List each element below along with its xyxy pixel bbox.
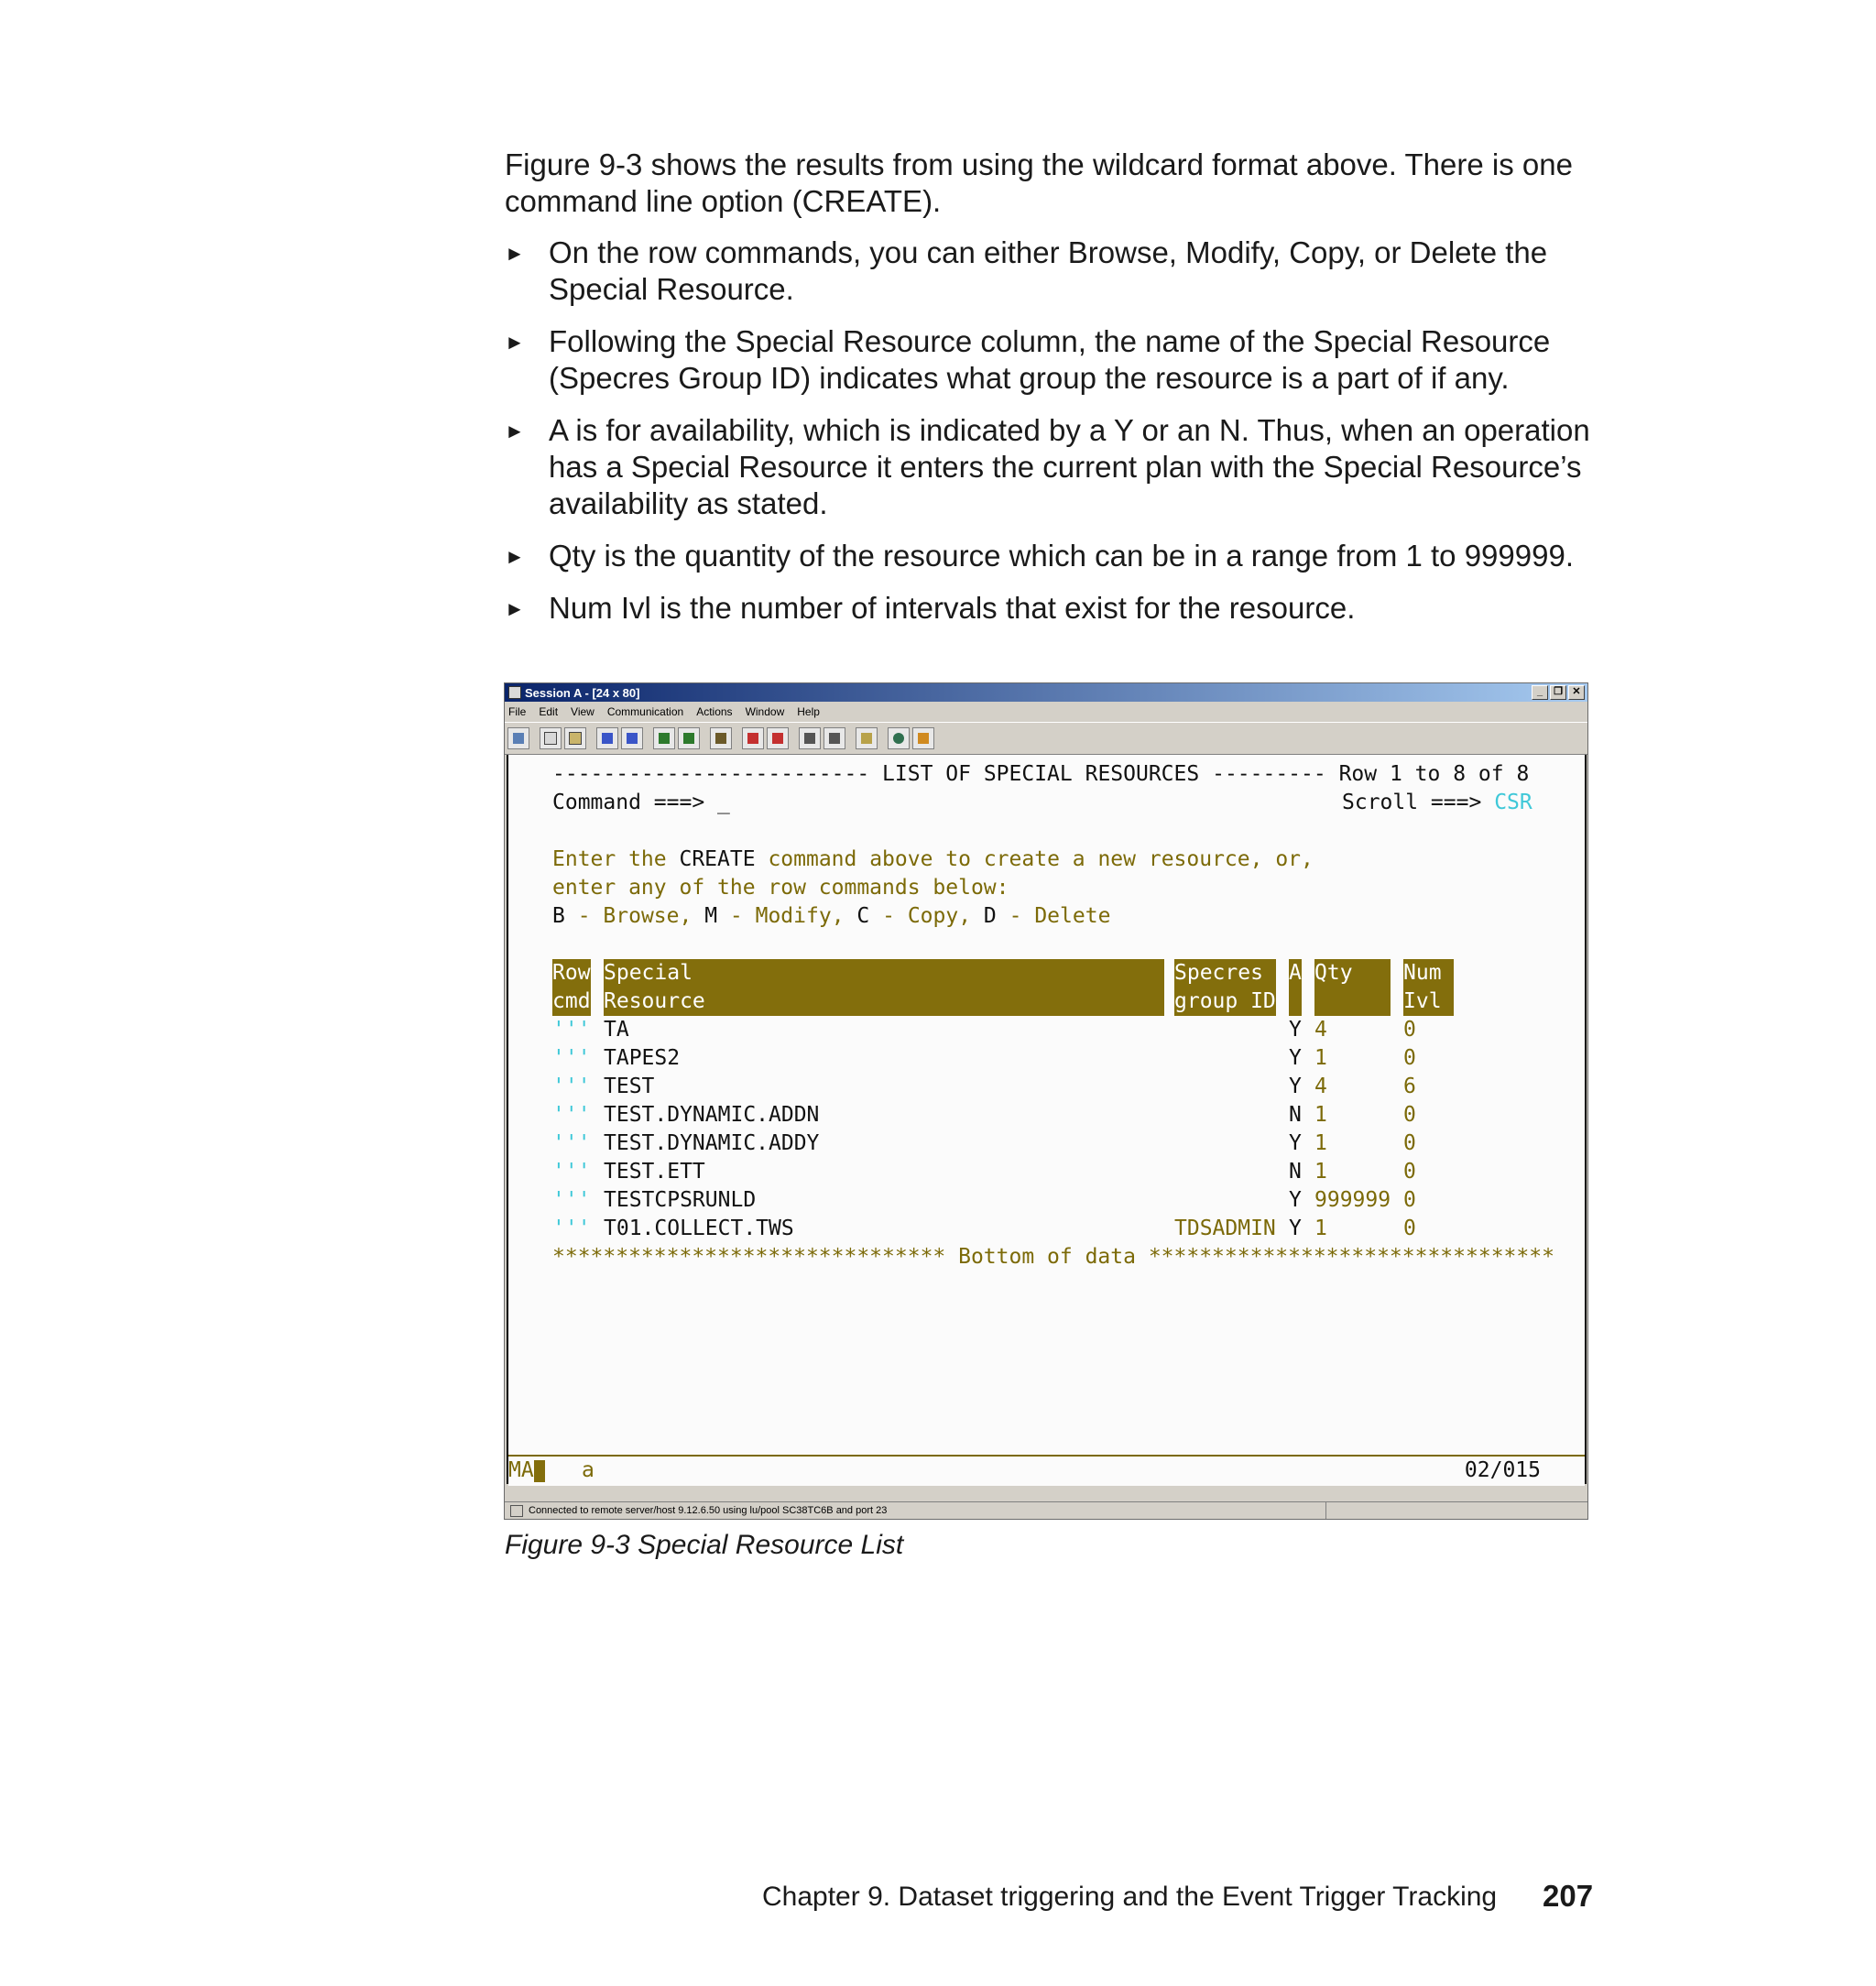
quantity: 999999	[1314, 1188, 1391, 1212]
availability: Y	[1289, 1188, 1302, 1212]
bullet-arrow-icon: ►	[505, 331, 525, 354]
title-bar	[505, 683, 1587, 702]
connection-icon	[510, 1505, 523, 1517]
scroll-input[interactable]: CSR	[1494, 791, 1532, 814]
col-header-avail: A	[1289, 959, 1302, 1016]
close-button[interactable]: ✕	[1568, 685, 1585, 700]
keyboard-map-icon[interactable]	[678, 727, 700, 749]
availability: Y	[1289, 1046, 1302, 1070]
window-controls	[1532, 685, 1585, 700]
resource-name: TEST.DYNAMIC.ADDY	[604, 1131, 820, 1155]
resource-name: TA	[604, 1018, 629, 1042]
col-header-qty: Qty	[1314, 959, 1391, 1016]
row-cmd-input[interactable]: '''	[552, 1018, 591, 1042]
play-macro-icon[interactable]	[799, 727, 821, 749]
command-input[interactable]: _	[717, 791, 730, 814]
row-cmd-input[interactable]: '''	[552, 1131, 591, 1155]
menu-actions[interactable]: Actions	[696, 705, 733, 718]
receive-icon[interactable]	[621, 727, 643, 749]
body-text	[505, 147, 1590, 642]
bullet-arrow-icon: ►	[505, 597, 525, 620]
edit-icon[interactable]	[912, 727, 934, 749]
bullet-item: ► A is for availability, which is indicated by a Y or an N. Thus, when an operation has a Special Resource it enters the current plan with the Special Resource’s availability as stated.	[505, 413, 1590, 520]
status-bar	[505, 1501, 1587, 1519]
quantity: 1	[1314, 1131, 1327, 1155]
menu-window[interactable]: Window	[745, 705, 785, 718]
col-header-row-cmd: Row cmd	[552, 959, 591, 1016]
bullet-arrow-icon: ►	[505, 242, 525, 265]
bullet-arrow-icon: ►	[505, 545, 525, 568]
panel-header: ------------------------- LIST OF SPECIAL RESOURCES --------- Row 1 to 8 of 8	[552, 762, 1530, 786]
command-label: Command ===>	[552, 791, 705, 814]
minimize-button[interactable]: _	[1532, 685, 1548, 700]
emulator-window	[504, 682, 1588, 1520]
row-cmd-input[interactable]: '''	[552, 1046, 591, 1070]
send-icon[interactable]	[596, 727, 618, 749]
page-number: 207	[1543, 1879, 1594, 1913]
macro-icon[interactable]	[710, 727, 732, 749]
operator-info-area	[508, 1455, 1585, 1486]
col-header-specres-group: Specres group ID	[1174, 959, 1276, 1016]
oia-session: a	[582, 1458, 594, 1482]
num-intervals: 0	[1403, 1103, 1416, 1127]
maximize-button[interactable]: ❐	[1550, 685, 1566, 700]
cursor-position: 02/015	[1464, 1458, 1541, 1482]
num-intervals: 0	[1403, 1217, 1416, 1240]
menu-communication[interactable]: Communication	[606, 705, 684, 718]
resource-name: T01.COLLECT.TWS	[604, 1217, 794, 1240]
availability: Y	[1289, 1217, 1302, 1240]
session-icon	[508, 686, 521, 699]
instruction-line-1: Enter the CREATE command above to create a new resource, or,	[552, 847, 1314, 871]
resource-name: TESTCPSRUNLD	[604, 1188, 757, 1212]
row-info: Row 1 to 8 of 8	[1338, 762, 1530, 786]
clipboard-icon[interactable]	[856, 727, 878, 749]
menu-bar	[505, 702, 1587, 722]
bullet-list	[505, 235, 1590, 627]
row-cmd-input[interactable]: '''	[552, 1217, 591, 1240]
row-cmd-input[interactable]: '''	[552, 1188, 591, 1212]
specres-group-id: TDSADMIN	[1174, 1217, 1276, 1240]
scroll-line	[1342, 789, 1532, 817]
command-line	[552, 789, 730, 817]
resource-name: TEST.DYNAMIC.ADDN	[604, 1103, 820, 1127]
intro-paragraph: Figure 9-3 shows the results from using the wildcard format above. There is one command line option (CREATE).	[505, 147, 1573, 218]
num-intervals: 0	[1403, 1046, 1416, 1070]
quantity: 1	[1314, 1160, 1327, 1184]
display-icon[interactable]	[653, 727, 675, 749]
num-intervals: 0	[1403, 1188, 1416, 1212]
toolbar	[505, 722, 1587, 755]
page-footer: Chapter 9. Dataset triggering and the Event Trigger Tracking	[762, 1882, 1498, 1912]
bottom-of-data: ******************************* Bottom of data ********************************	[552, 1245, 1554, 1269]
availability: Y	[1289, 1131, 1302, 1155]
availability: Y	[1289, 1075, 1302, 1098]
quantity: 4	[1314, 1075, 1327, 1098]
stop-macro-icon[interactable]	[767, 727, 789, 749]
status-message: Connected to remote server/host 9.12.6.50 using lu/pool SC38TC6B and port 23	[505, 1502, 1326, 1519]
availability: Y	[1289, 1018, 1302, 1042]
availability: N	[1289, 1103, 1302, 1127]
instruction-line-2: enter any of the row commands below:	[552, 876, 1009, 900]
bullet-item: ► Num Ivl is the number of intervals that exist for the resource.	[505, 590, 1590, 627]
cursor-block	[534, 1460, 545, 1482]
pause-macro-icon[interactable]	[823, 727, 845, 749]
col-header-num-ivl: Num Ivl	[1403, 959, 1454, 1016]
oia-indicator: MA	[508, 1458, 534, 1482]
resource-name: TEST	[604, 1075, 655, 1098]
menu-file[interactable]: File	[508, 705, 527, 718]
quantity: 1	[1314, 1217, 1327, 1240]
num-intervals: 0	[1403, 1160, 1416, 1184]
resource-name: TAPES2	[604, 1046, 681, 1070]
window-title: Session A - [24 x 80]	[525, 685, 640, 700]
menu-edit[interactable]: Edit	[539, 705, 559, 718]
row-cmd-input[interactable]: '''	[552, 1160, 591, 1184]
bullet-item: ► Qty is the quantity of the resource which can be in a range from 1 to 999999.	[505, 538, 1590, 574]
bullet-arrow-icon: ►	[505, 420, 525, 442]
row-cmd-input[interactable]: '''	[552, 1103, 591, 1127]
num-intervals: 0	[1403, 1018, 1416, 1042]
scroll-label: Scroll ===>	[1342, 791, 1482, 814]
quantity: 4	[1314, 1018, 1327, 1042]
availability: N	[1289, 1160, 1302, 1184]
instruction-line-3: B - Browse, M - Modify, C - Copy, D - Delete	[552, 904, 1111, 928]
bullet-item: ► Following the Special Resource column, the name of the Special Resource (Specres Group ID) indicates what group the resource is a part of if any.	[505, 324, 1551, 395]
panel-title: LIST OF SPECIAL RESOURCES	[882, 762, 1200, 786]
num-intervals: 0	[1403, 1131, 1416, 1155]
globe-icon[interactable]	[888, 727, 910, 749]
copy-icon[interactable]	[540, 727, 562, 749]
record-macro-icon[interactable]	[742, 727, 764, 749]
menu-view[interactable]: View	[571, 705, 594, 718]
num-intervals: 6	[1403, 1075, 1416, 1098]
row-cmd-input[interactable]: '''	[552, 1075, 591, 1098]
create-command: CREATE	[679, 847, 756, 871]
print-screen-icon[interactable]	[507, 727, 529, 749]
resource-name: TEST.ETT	[604, 1160, 705, 1184]
quantity: 1	[1314, 1103, 1327, 1127]
menu-help[interactable]: Help	[797, 705, 820, 718]
bullet-item: ► On the row commands, you can either Browse, Modify, Copy, or Delete the Special Resource.	[505, 235, 1548, 306]
paste-icon[interactable]	[564, 727, 586, 749]
quantity: 1	[1314, 1046, 1327, 1070]
col-header-special-resource: Special Resource	[604, 959, 1164, 1016]
terminal-screen	[507, 755, 1587, 1484]
figure-caption: Figure 9-3 Special Resource List	[505, 1530, 904, 1560]
